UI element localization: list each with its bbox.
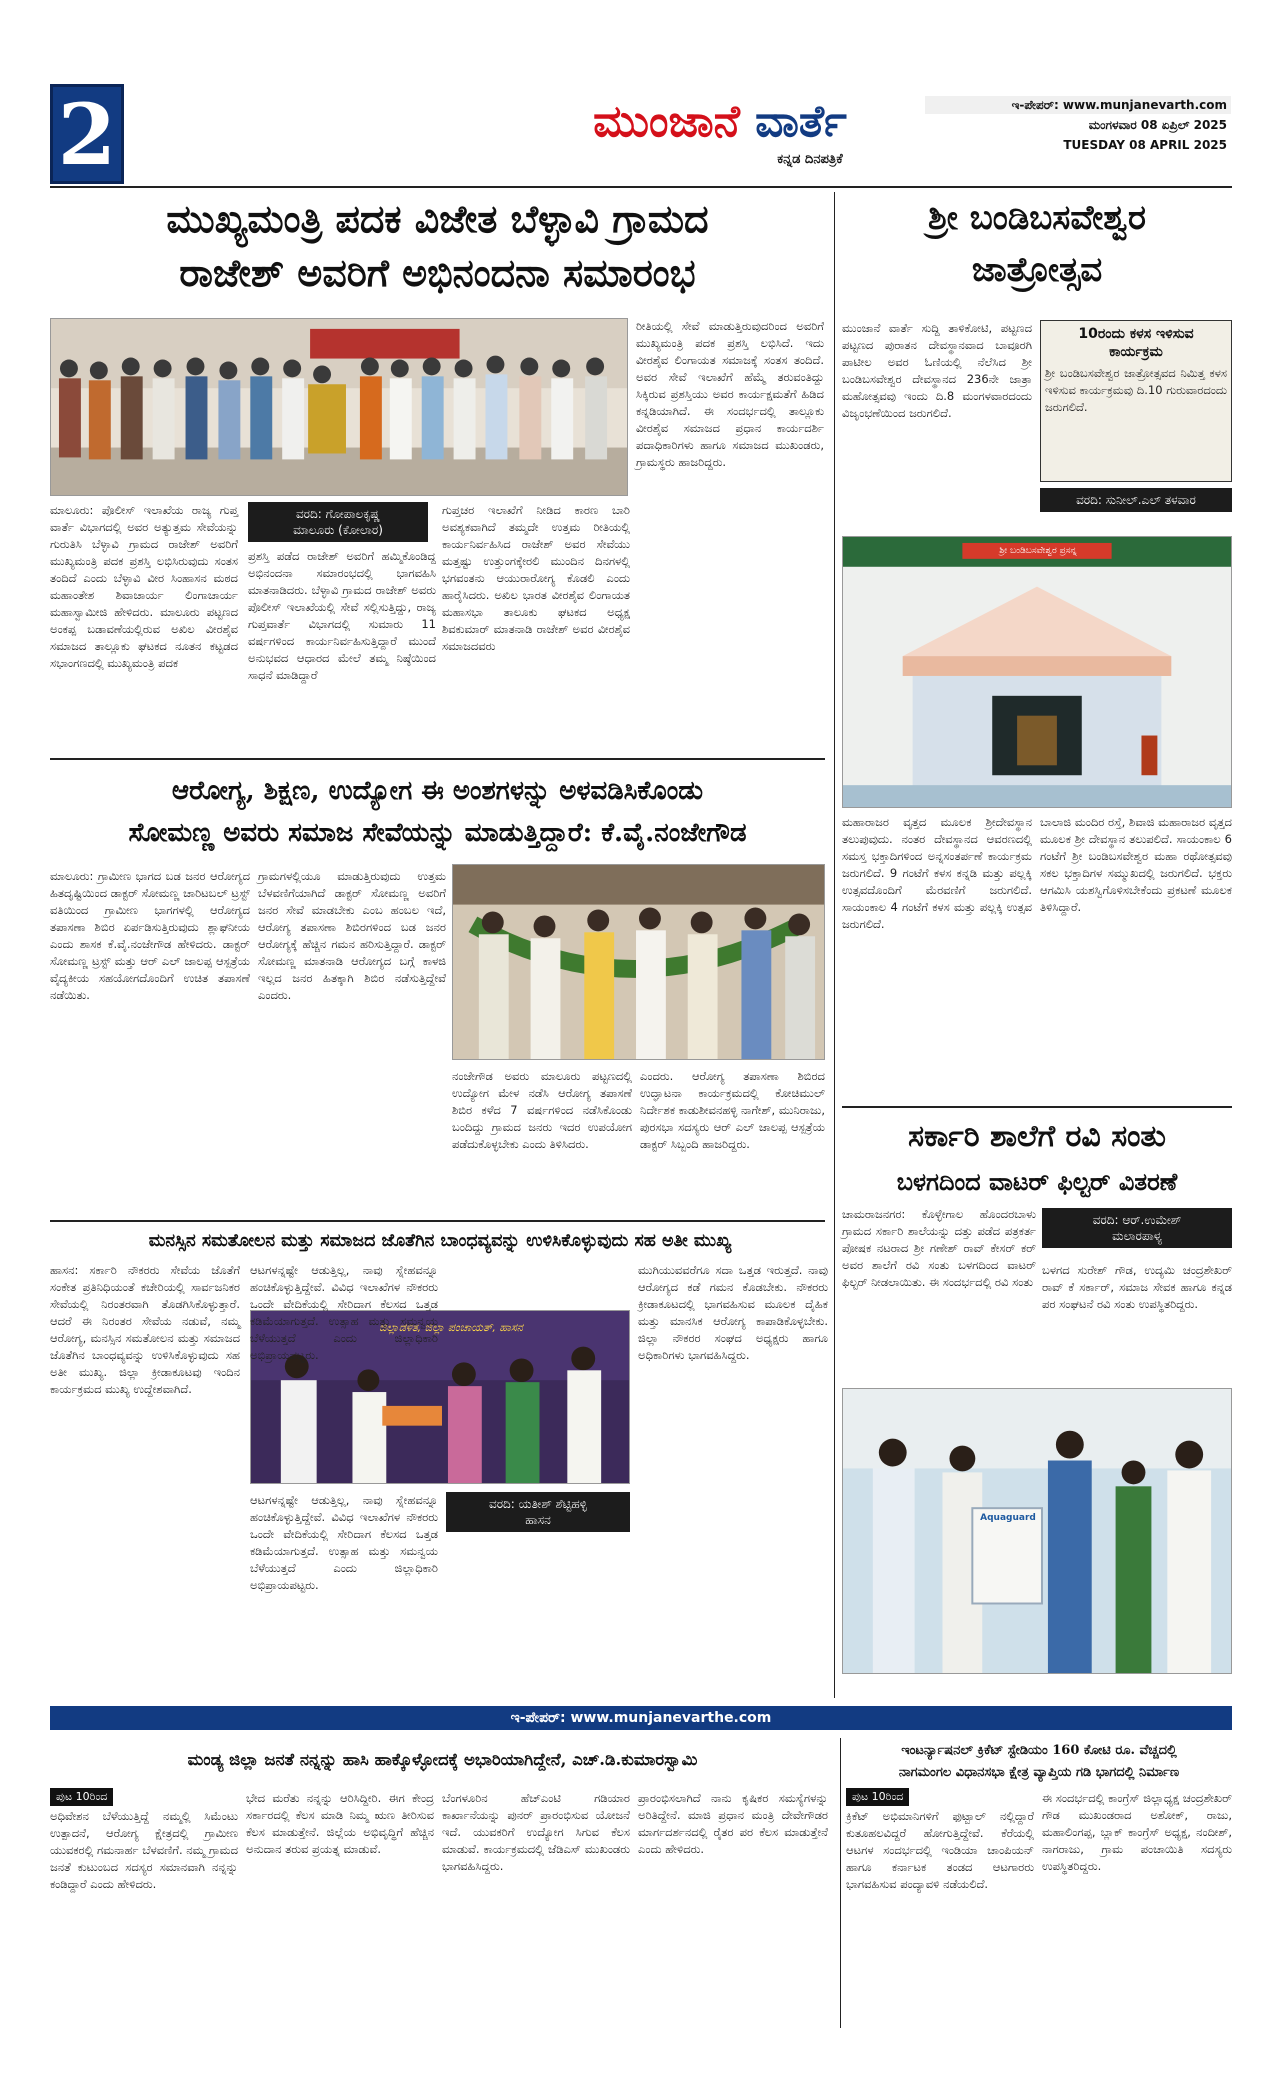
right1-col-b: ಬಾಲಾಜಿ ಮಂದಿರ ರಸ್ತೆ, ಶಿವಾಜಿ ಮಹಾರಾಜರ ವೃತ್ತದ ಮೂಲಕ ಶ್ರೀ ದೇವಸ್ಥಾನ ತಲುಪಲಿದೆ. ಸಾಯಂಕಾಲ 6 ಗಂಟೆಗೆ ಶ್ರೀ ಬಂಡಿಬಸವೇಶ್ವರ ಮಹಾ ರಥೋತ್ಸವವು ಸಕಲ ಭಕ್ತಾದಿಗಳ ಸಮ್ಮುಖದಲ್ಲಿ ಜರುಗಲಿದೆ. ಭಕ್ತರು ಆಗಮಿಸಿ ಯಶಸ್ವಿಗೊಳಿಸಬೇಕೆಂದು ಪ್ರಕಟಣೆ ಮೂಲಕ ತಿಳಿಸಿದ್ದಾರೆ. [1040,815,1232,914]
right1-box-text: ಶ್ರೀ ಬಂಡಿಬಸವೇಶ್ವರ ಜಾತ್ರೋತ್ಸವದ ನಿಮಿತ್ತ ಕಳಸ ಇಳಿಸುವ ಕಾರ್ಯಕ್ರಮವು ದಿ.10 ಗುರುವಾರದಂದು ಜರುಗಲಿದೆ. [1045,366,1227,414]
masthead-divider [50,186,1232,188]
right1-byline: ವರದಿ: ಸುನೀಲ್.ಎಲ್ ತಳವಾರ [1040,488,1232,512]
article2-col1: ಮಾಲೂರು: ಗ್ರಾಮೀಣ ಭಾಗದ ಬಡ ಜನರ ಆರೋಗ್ಯದ ಹಿತದೃಷ್ಟಿಯಿಂದ ಡಾಕ್ಟರ್ ಸೋಮಣ್ಣ ಚಾರಿಟಬಲ್ ಟ್ರಸ್ಟ್ ವತಿಯಿಂದ ಗ್ರಾಮೀಣ ಭಾಗಗಳಲ್ಲಿ ಆರೋಗ್ಯದ ತಪಾಸಣಾ ಶಿಬಿರ ಏರ್ಪಡಿಸುತ್ತಿರುವುದು ಶ್ಲಾಘನೀಯ ಎಂದು ಶಾಸಕ ಕೆ.ವೈ.ನಂಜೇಗೌಡ ಹೇಳಿದರು. ಡಾಕ್ಟರ್ ಸೋಮಣ್ಣ ಟ್ರಸ್ಟ್ ಮತ್ತು ಆರ್ ಎಲ್ ಜಾಲಪ್ಪ ಆಸ್ಪತ್ರೆಯ ವೈದ್ಯಕೀಯ ಸಹಯೋಗದೊಂದಿಗೆ ಉಚಿತ ತಪಾಸಣೆ ನಡೆಯಿತು. [50,869,250,1002]
right2-headline [842,1112,1232,1202]
right1-box [1040,320,1232,482]
date-english: TUESDAY 08 APRIL 2025 [1063,138,1227,152]
article3-headline: ಮನಸ್ಸಿನ ಸಮತೋಲನ ಮತ್ತು ಸಮಾಜದ ಜೊತೆಗಿನ ಬಾಂಧವ್ಯವನ್ನು ಉಳಿಸಿಕೊಳ್ಳುವುದು ಸಹ ಅತೀ ಮುಖ್ಯ [148,1231,732,1251]
page-number-box [50,84,124,184]
article2-col4: ಎಂದರು. ಆರೋಗ್ಯ ತಪಾಸಣಾ ಶಿಬಿರದ ಉದ್ಘಾಟನಾ ಕಾರ್ಯಕ್ರಮದಲ್ಲಿ ಕೋಚಿಮುಲ್ ನಿರ್ದೇಶಕ ಕಾಡುಶೀವನಹಳ್ಳಿ ನಾಗೇಶ್, ಮುನಿರಾಜು, ಪುರಸಭಾ ಸದಸ್ಯರು ಆರ್ ಎಲ್ ಜಾಲಪ್ಪ ಆಸ್ಪತ್ರೆಯ ಡಾಕ್ಟರ್ ಸಿಬ್ಬಂದಿ ಹಾಜರಿದ್ದರು. [640,1069,825,1151]
bottom-right-headline-line2: ನಾಗಮಂಗಲ ವಿಧಾನಸಭಾ ಕ್ಷೇತ್ರ ವ್ಯಾಪ್ತಿಯ ಗಡಿ ಭಾಗದಲ್ಲಿ ನಿರ್ಮಾಣ [898,1765,1180,1780]
article3-byline-line1: ವರದಿ: ಯತೀಶ್ ಶೆಟ್ಟಿಹಳ್ಳಿ [489,1497,587,1511]
title-tagline: ಕನ್ನಡ ದಿನಪತ್ರಿಕೆ [777,152,843,167]
right2-col-a: ಚಾಮರಾಜನಗರ: ಕೊಳ್ಳೇಗಾಲ ಹೊಂದರಬಾಳು ಗ್ರಾಮದ ಸರ್ಕಾರಿ ಶಾಲೆಯನ್ನು ದತ್ತು ಪಡೆದ ಪತ್ರಕರ್ತ ಪೋಷಕ ನಟರಾದ ಶ್ರೀ ಗಣೇಶ್ ರಾವ್ ಕೇಸರ್ ಕರ್ ಅವರ ಶಾಲೆಗೆ ರವಿ ಸಂತು ಬಳಗದಿಂದ ವಾಟರ್ ಫಿಲ್ಟರ್ ನೀಡಲಾಯಿತು. ಈ ಸಂದರ್ಭದಲ್ಲಿ ರವಿ ಸಂತು [842,1207,1036,1289]
article1-divider [50,758,825,760]
right1-col-a: ಮಹಾರಾಜರ ವೃತ್ತದ ಮೂಲಕ ಶ್ರೀದೇವಸ್ಥಾನ ತಲುಪುವುದು. ನಂತರ ದೇವಸ್ಥಾನದ ಆವರಣದಲ್ಲಿ ಸಮಸ್ತ ಭಕ್ತಾದಿಗಳಿಂದ ಅನ್ನಸಂತರ್ಪಣೆ ಕಾರ್ಯಕ್ರಮ ಜರುಗಲಿದೆ. 9 ಗಂಟೆಗೆ ಕಳಸ ಕನ್ನಡಿ ಮತ್ತು ಪಲ್ಲಕ್ಕಿ ಉತ್ಸವದೊಂದಿಗೆ ಮೆರವಣಿಗೆ ಜರುಗಲಿದೆ. ಸಾಯಂಕಾಲ 4 ಗಂಟೆಗೆ ಕಳಸ ಮತ್ತು ಪಲ್ಲಕ್ಕಿ ಉತ್ಸವ ಜರುಗಲಿದೆ. [842,815,1032,931]
bottom-left-headline: ಮಂಡ್ಯ ಜಿಲ್ಲಾ ಜನತೆ ನನ್ನನ್ನು ಹಾಸಿ ಹಾಕ್ಕೊಳ್ಳೋದಕ್ಕೆ ಅಭಾರಿಯಾಗಿದ್ದೇನೆ, ಎಚ್.ಡಿ.ಕುಮಾರಸ್ವಾಮಿ [187,1750,698,1769]
right2-byline [1042,1208,1232,1248]
right1-photo [842,536,1232,808]
epaper-section-bar[interactable]: ಇ-ಪೇಪರ್: www.munjanevarthe.com [50,1706,1232,1730]
epaper-url[interactable]: ಇ-ಪೇಪರ್: www.munjanevarth.com [1011,98,1227,112]
article2-col2: ಗ್ರಾಮಗಳಲ್ಲಿಯೂ ಮಾಡುತ್ತಿರುವುದು ಉತ್ತಮ ಬೆಳವಣಿಗೆಯಾಗಿದೆ ಡಾಕ್ಟರ್ ಸೋಮಣ್ಣ ಅವರಿಗೆ ಜನರ ಸೇವೆ ಮಾಡಬೇಕು ಎಂಬ ಹಂಬಲ ಇದೆ, ಆರೋಗ್ಯ ತಪಾಸಣಾ ಶಿಬಿರಗಳಿಂದ ಬಡ ಜನರ ಆರೋಗ್ಯಕ್ಕೆ ಹೆಚ್ಚಿನ ಗಮನ ಹರಿಸುತ್ತಿದ್ದಾರೆ. ಡಾಕ್ಟರ್ ಸೋಮಣ್ಣ ಮಾತನಾಡಿ ಆರೋಗ್ಯದ ಬಗ್ಗೆ ಕಾಳಜಿ ಇಲ್ಲದ ಜನರ ಹಿತಕ್ಕಾಗಿ ಶಿಬಿರ ನಡೆಸುತ್ತಿದ್ದೇವೆ ಎಂದರು. [258,869,446,1002]
article1-photo [50,318,628,496]
bottom-right-col1: ಕ್ರಿಕೆಟ್ ಅಭಿಮಾನಿಗಳಿಗೆ ಫುಟ್ಬಾಲ್ ನಲ್ಲಿದ್ದಾರೆ ಕುತೂಹಲವಿದ್ದರೆ ಹೋಗುತ್ತಿದ್ದೇವೆ. ಕೆರೆಯಲ್ಲಿ ಆಟಗಳ ಸಂದರ್ಭದಲ್ಲಿ ಇಂಡಿಯಾ ಚಾಂಪಿಯನ್ ಹಾಗೂ ಕರ್ನಾಟಕ ತಂಡದ ಆಟಗಾರರು ಭಾಗವಹಿಸುವ ಪಂದ್ಯಾವಳಿ ನಡೆಯಲಿದೆ. [846,1809,1034,1891]
right2-headline-line2: ಬಳಗದಿಂದ ವಾಟರ್ ಫಿಲ್ಟರ್ ವಿತರಣೆ [896,1167,1178,1196]
article2-headline-line2: ಸೋಮಣ್ಣ ಅವರು ಸಮಾಜ ಸೇವೆಯನ್ನು ಮಾಡುತ್ತಿದ್ದಾರೆ: ಕೆ.ವೈ.ನಂಜೇಗೌಡ [128,818,747,848]
right1-intro: ಮುಂಜಾನೆ ವಾರ್ತೆ ಸುದ್ದಿ ತಾಳಿಕೋಟಿ, ಪಟ್ಟಣದ ಪಟ್ಟಣದ ಪುರಾತನ ದೇವಸ್ಥಾನವಾದ ಬಾವೂರಗಿ ಪಾಟೀಲ ಅವರ ಓಣಿಯಲ್ಲಿ ನೆಲೆಸಿದ ಶ್ರೀ ಬಂಡಿಬಸವೇಶ್ವರ ದೇವಸ್ಥಾನದ 236ನೇ ಜಾತ್ರಾ ಮಹೋತ್ಸವವು ಇಂದು ದಿ.8 ಮಂಗಳವಾರದಂದು ವಿಜೃಂಭಣೆಯಿಂದ ಜರುಗಲಿದೆ. [842,321,1032,420]
right1-headline [842,192,1232,296]
bottom-right-col2: ಈ ಸಂದರ್ಭದಲ್ಲಿ ಕಾಂಗ್ರೆಸ್ ಜಿಲ್ಲಾಧ್ಯಕ್ಷ ಚಂದ್ರಶೇಖರ್ ಗೌಡ ಮುಖಂಡರಾದ ಅಶೋಕ್, ರಾಜು, ಮಹಾಲಿಂಗಪ್ಪ, ಬ್ಲಾಕ್ ಕಾಂಗ್ರೆಸ್ ಅಧ್ಯಕ್ಷ, ನಂದೀಶ್, ನಾಗರಾಜು, ಗ್ರಾಮ ಪಂಚಾಯಿತಿ ಸದಸ್ಯರು ಉಪಸ್ಥಿತರಿದ್ದರು. [1042,1791,1232,1873]
article1-col3: ಗುಪ್ತಚರ ಇಲಾಖೆಗೆ ನೀಡಿದ ಕಾರಣ ಬಾರಿ ಅವಶ್ಯಕವಾಗಿದೆ ತಮ್ಮದೇ ಉತ್ತಮ ರೀತಿಯಲ್ಲಿ ಕಾರ್ಯನಿರ್ವಹಿಸಿದ ರಾಜೇಶ್ ಅವರ ಸೇವೆಯು ಮತ್ತಷ್ಟು ಉತ್ತುಂಗಕ್ಕೇರಲಿ ಮುಂದಿನ ದಿನಗಳಲ್ಲಿ ಭಗವಂತನು ಆಯುರಾರೋಗ್ಯ ಕೊಡಲಿ ಎಂದು ಹಾರೈಸಿದರು. ಅಖಿಲ ಭಾರತ ವೀರಶೈವ ಲಿಂಗಾಯತ ಮಹಾಸಭಾ ತಾಲೂಕು ಘಟಕದ ಅಧ್ಯಕ್ಷ ಶಿವಕುಮಾರ್ ಮಾತನಾಡಿ ರಾಜೇಶ್ ಅವರ ವೀರಶೈವ ಸಮಾಜದವರು [442,503,630,653]
right1-headline-line2: ಜಾತ್ರೋತ್ಸವ [971,250,1103,290]
article2-col3: ನಂಜೇಗೌಡ ಅವರು ಮಾಲೂರು ಪಟ್ಟಣದಲ್ಲಿ ಉದ್ಯೋಗ ಮೇಳ ನಡೆಸಿ ಆರೋಗ್ಯ ತಪಾಸಣೆ ಶಿಬಿರ ಕಳೆದ 7 ವರ್ಷಗಳಿಂದ ನಡೆಸಿಕೊಂಡು ಬಂದಿದ್ದು ಗ್ರಾಮದ ಜನರು ಇದರ ಉಪಯೋಗ ಪಡೆದುಕೊಳ್ಳಬೇಕು ಎಂದು ತಿಳಿಸಿದರು. [452,1069,632,1151]
article1-byline [248,502,428,542]
bottom-right-headline [846,1740,1232,1784]
article1-headline [50,192,825,300]
right1-divider [842,1106,1232,1108]
article1-col4: ರೀತಿಯಲ್ಲಿ ಸೇವೆ ಮಾಡುತ್ತಿರುವುದರಿಂದ ಅವರಿಗೆ ಮುಖ್ಯಮಂತ್ರಿ ಪದಕ ಪ್ರಶಸ್ತಿ ಲಭಿಸಿದೆ. ಇದು ವೀರಶೈವ ಲಿಂಗಾಯತ ಸಮಾಜಕ್ಕೆ ಸಂತಸ ತಂದಿದೆ. ಅವರ ಸೇವೆ ಇಲಾಖೆಗೆ ಹೆಮ್ಮೆ ತರುವಂತಿದ್ದು ಸಿಕ್ಕಿರುವ ಪ್ರಶಸ್ತಿಯು ಅವರ ಕಾರ್ಯಕ್ಷಮತೆಗೆ ಹಿಡಿದ ಕನ್ನಡಿಯಾಗಿದೆ. ಈ ಸಂದರ್ಭದಲ್ಲಿ ತಾಲ್ಲೂಕು ವೀರಶೈವ ಸಮಾಜದ ಪ್ರಧಾನ ಕಾರ್ಯದರ್ಶಿ ಪದಾಧಿಕಾರಿಗಳು ಹಾಗೂ ಸಮಾಜದ ಮುಖಂಡರು, ಗ್ರಾಮಸ್ಥರು ಹಾಜರಿದ್ದರು. [636,319,824,469]
article1-byline-line2: ಮಾಲೂರು (ಕೋಲಾರ) [293,523,383,537]
bottom-right-headline-line1: ಇಂಟರ್ನ್ಯಾಷನಲ್ ಕ್ರಿಕೆಟ್ ಸ್ಟೇಡಿಯಂ 160 ಕೋಟಿ ರೂ. ವೆಚ್ಚದಲ್ಲಿ [901,1743,1177,1758]
bottom-right-date-label: ಪುಟ 10ರಿಂದ [846,1788,909,1806]
article2-divider [50,1220,825,1222]
right2-product-label: Aquaguard [980,1513,1036,1523]
article1-headline-line2: ರಾಜೇಶ್ ಅವರಿಗೆ ಅಭಿನಂದನಾ ಸಮಾರಂಭ [179,250,696,295]
article2-headline [50,770,825,854]
article1-col2: ಪ್ರಶಸ್ತಿ ಪಡೆದ ರಾಜೇಶ್ ಅವರಿಗೆ ಹಮ್ಮಿಕೊಂಡಿದ್ದ ಅಭಿನಂದನಾ ಸಮಾರಂಭದಲ್ಲಿ ಭಾಗವಹಿಸಿ ಮಾತನಾಡಿದರು. ಬೆಳ್ಳಾವಿ ಗ್ರಾಮದ ರಾಜೇಶ್ ಅವರು ಪೊಲೀಸ್ ಇಲಾಖೆಯಲ್ಲಿ ಸೇವೆ ಸಲ್ಲಿಸುತ್ತಿದ್ದು, ರಾಜ್ಯ ಗುಪ್ತವಾರ್ತೆ ವಿಭಾಗದಲ್ಲಿ ಸುಮಾರು 11 ವರ್ಷಗಳಿಂದ ಕಾರ್ಯನಿರ್ವಹಿಸುತ್ತಿದ್ದಾರೆ ಮುಂದೆ ಅನುಭವದ ಆಧಾರದ ಮೇಲೆ ತಮ್ಮ ನಿಷ್ಠೆಯಿಂದ ಸಾಧನೆ ಮಾಡಿದ್ದಾರೆ [248,549,436,682]
epaper-header-box [925,96,1231,114]
right2-photo [842,1388,1232,1674]
newspaper-title [540,92,900,152]
column-divider [834,192,835,1698]
article1-byline-line1: ವರದಿ: ಗೋಪಾಲಕೃಷ್ಣ [295,507,381,521]
right2-headline-line1: ಸರ್ಕಾರಿ ಶಾಲೆಗೆ ರವಿ ಸಂತು [908,1119,1166,1154]
right1-headline-line1: ಶ್ರೀ ಬಂಡಿಬಸವೇಶ್ವರ [927,198,1146,238]
article3-photo-banner: ಜಿಲ್ಲಾಡಳಿತ, ಜಿಲ್ಲಾ ಪಂಚಾಯತ್, ಹಾಸನ [379,1321,523,1334]
bottom-column-divider [840,1738,841,2028]
right1-box-title-line1: 10ರಂದು ಕಳಸ ಇಳಿಸುವ [1078,326,1194,342]
right1-box-title-line2: ಕಾರ್ಯಕ್ರಮ [1109,344,1163,360]
bottom-left-col3: ಬೆಂಗಳೂರಿನ ಹೆಚ್‌ಎಂಟಿ ಗಡಿಯಾರ ಕಾರ್ಖಾನೆಯನ್ನು ಪುನರ್ ಪ್ರಾರಂಭಿಸುವ ಯೋಜನೆ ಇದೆ. ಯುವಕರಿಗೆ ಉದ್ಯೋಗ ಸಿಗುವ ಕೆಲಸ ಮಾಡುವೆ. ಕಾರ್ಯಕ್ರಮದಲ್ಲಿ ಜೆಡಿಎಸ್ ಮುಖಂಡರು ಭಾಗವಹಿಸಿದ್ದರು. [442,1791,630,1873]
right2-byline-line2: ಮಲಾರಪಾಳ್ಯ [1112,1229,1162,1243]
bottom-left-date-label: ಪುಟ 10ರಿಂದ [50,1788,113,1806]
article1-headline-line1: ಮುಖ್ಯಮಂತ್ರಿ ಪದಕ ವಿಜೇತ ಬೆಳ್ಳಾವಿ ಗ್ರಾಮದ [166,196,709,241]
article1-col1: ಮಾಲೂರು: ಪೊಲೀಸ್ ಇಲಾಖೆಯ ರಾಜ್ಯ ಗುಪ್ತ ವಾರ್ತೆ ವಿಭಾಗದಲ್ಲಿ ಅವರ ಅತ್ಯುತ್ತಮ ಸೇವೆಯನ್ನು ಗುರುತಿಸಿ ಬೆಳ್ಳಾವಿ ಗ್ರಾಮದ ರಾಜೇಶ್ ಅವರಿಗೆ ಮುಖ್ಯಮಂತ್ರಿ ಪದಕ ಪ್ರಶಸ್ತಿ ಲಭಿಸಿರುವುದು ಸಂತಸ ತಂದಿದೆ ಎಂದು ಬೆಳ್ಳಾವಿ ವೀರ ಸಿಂಹಾಸನ ಮಠದ ಮಹಾಂತೇಶ ಶಿವಾಚಾರ್ಯ ಲಿಂಗಾಚಾರ್ಯ ಮಹಾಸ್ವಾಮೀಜಿ ಹೇಳಿದರು. ಮಾಲೂರು ಪಟ್ಟಣದ ಅಂಕಪ್ಪ ಬಡಾವಣೆಯಲ್ಲಿರುವ ಅಖಿಲ ವೀರಶೈವ ಸಮಾಜದ ತಾಲ್ಲೂಕು ಘಟಕದ ನೂತನ ಕಟ್ಟಡದ ಸಭಾಂಗಣದಲ್ಲಿ ಮುಖ್ಯಮಂತ್ರಿ ಪದಕ [50,503,238,670]
right2-col-b: ಬಳಗದ ಸುರೇಶ್ ಗೌಡ, ಉದ್ಯಮಿ ಚಂದ್ರಶೇಖರ್ ರಾವ್ ಕೆ ಸರ್ಕಾರ್, ಸಮಾಜ ಸೇವಕ ಹಾಗೂ ಕನ್ನಡ ಪರ ಸಂಘಟನೆ ರವಿ ಸಂತು ಉಪಸ್ಥಿತರಿದ್ದರು. [1042,1263,1232,1311]
article2-headline-line1: ಆರೋಗ್ಯ, ಶಿಕ್ಷಣ, ಉದ್ಯೋಗ ಈ ಅಂಶಗಳನ್ನು ಅಳವಡಿಸಿಕೊಂಡು [171,776,704,806]
bottom-left-col2: ಭೇದ ಮರೆತು ನನ್ನನ್ನು ಆರಿಸಿದ್ದೀರಿ. ಈಗ ಕೇಂದ್ರ ಸರ್ಕಾರದಲ್ಲಿ ಕೆಲಸ ಮಾಡಿ ನಿಮ್ಮ ಋಣ ತೀರಿಸುವ ಕೆಲಸ ಮಾಡುತ್ತೇನೆ. ಜಿಲ್ಲೆಯ ಅಭಿವೃದ್ಧಿಗೆ ಹೆಚ್ಚಿನ ಅನುದಾನ ತರುವ ಪ್ರಯತ್ನ ಮಾಡುವೆ. [246,1791,434,1856]
right1-photo-sign: ಶ್ರೀ ಬಂಡಿಬಸವೇಶ್ವರ ಪ್ರಸನ್ನ [999,546,1077,556]
title-part-1: ಮುಂಜಾನೆ [593,96,740,147]
article3-col3: ಮುಗಿಯುವವರೆಗೂ ಸದಾ ಒತ್ತಡ ಇರುತ್ತದೆ. ನಾವು ಆರೋಗ್ಯದ ಕಡೆ ಗಮನ ಕೊಡಬೇಕು. ನೌಕರರು ಕ್ರೀಡಾಕೂಟದಲ್ಲಿ ಭಾಗವಹಿಸುವ ಮೂಲಕ ದೈಹಿಕ ಮತ್ತು ಮಾನಸಿಕ ಆರೋಗ್ಯ ಕಾಪಾಡಿಕೊಳ್ಳಬೇಕು. ಜಿಲ್ಲಾ ನೌಕರರ ಸಂಘದ ಅಧ್ಯಕ್ಷರು ಹಾಗೂ ಅಧಿಕಾರಿಗಳು ಭಾಗವಹಿಸಿದ್ದರು. [638,1263,828,1362]
article3-byline-line2: ಹಾಸನ [525,1513,551,1527]
right2-byline-line1: ವರದಿ: ಆರ್.ಉಮೇಶ್ [1092,1213,1182,1227]
bottom-left-col4: ಪ್ರಾರಂಭಿಸಲಾಗಿದೆ ನಾನು ಕೃಷಿಕರ ಸಮಸ್ಯೆಗಳನ್ನು ಅರಿತಿದ್ದೇನೆ. ಮಾಜಿ ಪ್ರಧಾನ ಮಂತ್ರಿ ದೇವೇಗೌಡರ ಮಾರ್ಗದರ್ಶನದಲ್ಲಿ ರೈತರ ಪರ ಕೆಲಸ ಮಾಡುತ್ತೇನೆ ಎಂದು ಹೇಳಿದರು. [638,1791,828,1856]
article3-byline [446,1492,630,1532]
date-kannada: ಮಂಗಳವಾರ 08 ಏಪ್ರಿಲ್ 2025 [1088,118,1227,132]
article3-col2: ಆಟಗಳನ್ನಷ್ಟೇ ಆಡುತ್ತಿಲ್ಲ, ನಾವು ಸ್ನೇಹವನ್ನೂ ಹಂಚಿಕೊಳ್ಳುತ್ತಿದ್ದೇವೆ. ವಿವಿಧ ಇಲಾಖೆಗಳ ನೌಕರರು ಒಂದೇ ವೇದಿಕೆಯಲ್ಲಿ ಸೇರಿದಾಗ ಕೆಲಸದ ಒತ್ತಡ ಕಡಿಮೆಯಾಗುತ್ತದೆ. ಉತ್ಸಾಹ ಮತ್ತು ಸಮನ್ವಯ ಬೆಳೆಯುತ್ತದೆ ಎಂದು ಜಿಲ್ಲಾಧಿಕಾರಿ ಅಭಿಪ್ರಾಯಪಟ್ಟರು. [250,1263,438,1362]
article3-col1: ಹಾಸನ: ಸರ್ಕಾರಿ ನೌಕರರು ಸೇವೆಯ ಜೊತೆಗೆ ಸಂಕೇತ ಪ್ರತಿನಿಧಿಯಂತೆ ಕಚೇರಿಯಲ್ಲಿ ಸಾರ್ವಜನಿಕರ ಸೇವೆಯಲ್ಲಿ ನಿರಂತರವಾಗಿ ತೊಡಗಿಸಿಕೊಳ್ಳುತ್ತಾರೆ. ಆದರೆ ಈ ನಿರಂತರ ಸೇವೆಯ ನಡುವೆ, ನಮ್ಮ ಆರೋಗ್ಯ, ಮನಸ್ಸಿನ ಸಮತೋಲನ ಮತ್ತು ಸಮಾಜದ ಜೊತೆಗಿನ ಬಾಂಧವ್ಯವನ್ನು ಉಳಿಸಿಕೊಳ್ಳುವುದು ಸಹ ಅತೀ ಮುಖ್ಯ. ಜಿಲ್ಲಾ ಕ್ರೀಡಾಕೂಟವು ಇಂದಿನ ಕಾರ್ಯಕ್ರಮದ ಮುಖ್ಯ ಉದ್ದೇಶವಾಗಿದೆ. [50,1263,240,1396]
article3-col2b: ಆಟಗಳನ್ನಷ್ಟೇ ಆಡುತ್ತಿಲ್ಲ, ನಾವು ಸ್ನೇಹವನ್ನೂ ಹಂಚಿಕೊಳ್ಳುತ್ತಿದ್ದೇವೆ. ವಿವಿಧ ಇಲಾಖೆಗಳ ನೌಕರರು ಒಂದೇ ವೇದಿಕೆಯಲ್ಲಿ ಸೇರಿದಾಗ ಕೆಲಸದ ಒತ್ತಡ ಕಡಿಮೆಯಾಗುತ್ತದೆ. ಉತ್ಸಾಹ ಮತ್ತು ಸಮನ್ವಯ ಬೆಳೆಯುತ್ತದೆ ಎಂದು ಜಿಲ್ಲಾಧಿಕಾರಿ ಅಭಿಪ್ರಾಯಪಟ್ಟರು. [250,1493,438,1592]
article2-photo [452,864,825,1060]
title-part-2: ವಾರ್ತೆ [755,96,847,147]
page-number: 2 [57,85,117,184]
bottom-left-col1: ಅಧಿವೇಶನ ಬೆಳೆಯುತ್ತಿದ್ದೆ ನಮ್ಮಲ್ಲಿ ಸಿಮೆಂಟು ಉತ್ಪಾದನೆ, ಆರೋಗ್ಯ ಕ್ಷೇತ್ರದಲ್ಲಿ ಗ್ರಾಮೀಣ ಯುವಕರಲ್ಲಿ ಗಮನಾರ್ಹ ಬೆಳವಣಿಗೆ. ನಮ್ಮ ಗ್ರಾಮದ ಜನತೆ ಕುಟುಂಬದ ಸದಸ್ಯರ ಸಮಾನವಾಗಿ ನನ್ನನ್ನು ಕಂಡಿದ್ದಾರೆ ಎಂದು ಹೇಳಿದರು. [50,1809,238,1891]
